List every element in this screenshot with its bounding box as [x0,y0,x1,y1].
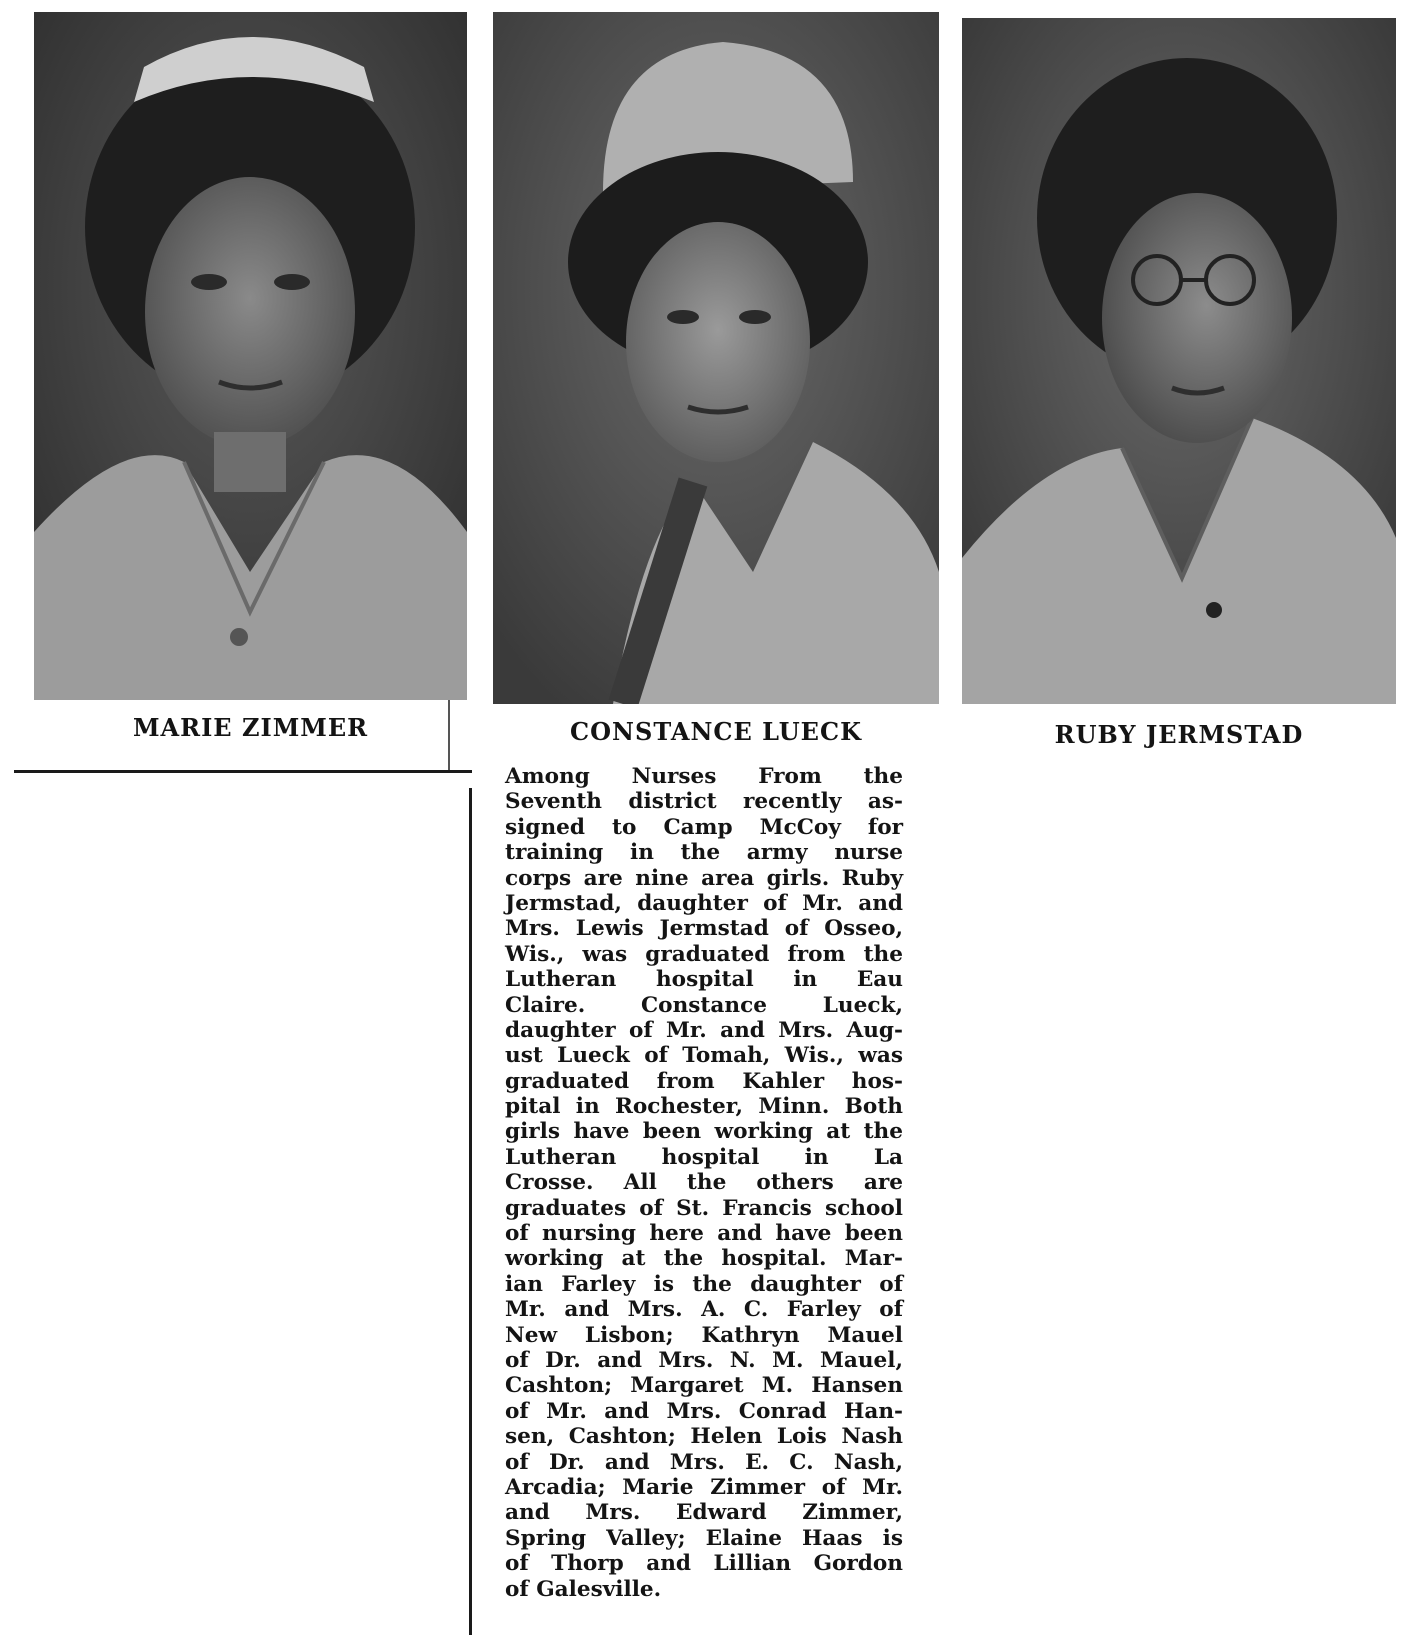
article-line: graduates of St. Francis school [505,1195,903,1221]
article-line: Lutheran hospital in La [505,1144,903,1170]
article-line: corps are nine area girls. Ruby [505,865,903,891]
article-line: and Mrs. Edward Zimmer, [505,1500,903,1526]
article-line: of Thorp and Lillian Gordon [505,1551,903,1577]
portrait-photo-ruby-jermstad [962,18,1396,704]
portrait-image [34,12,467,700]
article-line: Spring Valley; Elaine Haas is [505,1525,903,1551]
article-line: Mrs. Lewis Jermstad of Osseo, [505,916,903,942]
article-line: New Lisbon; Kathryn Mauel [505,1322,903,1348]
caption-constance-lueck: CONSTANCE LUECK [570,717,862,746]
article-line: of Dr. and Mrs. N. M. Mauel, [505,1347,903,1373]
article-line: Wis., was graduated from the [505,941,903,967]
article-line: Mr. and Mrs. A. C. Farley of [505,1297,903,1323]
article-line: signed to Camp McCoy for [505,814,903,840]
column-rule [469,788,472,1635]
article-line: Crosse. All the others are [505,1170,903,1196]
portrait-image [962,18,1396,704]
article-line: of Mr. and Mrs. Conrad Han- [505,1398,903,1424]
article-line: Claire. Constance Lueck, [505,992,903,1018]
article-line: pital in Rochester, Minn. Both [505,1094,903,1120]
article-body [505,764,903,1602]
article-line: Arcadia; Marie Zimmer of Mr. [505,1474,903,1500]
article-line: graduated from Kahler hos- [505,1068,903,1094]
portrait-photo-marie-zimmer [34,12,467,700]
caption-marie-zimmer: MARIE ZIMMER [132,713,369,742]
article-line: training in the army nurse [505,840,903,866]
article-line: Among Nurses From the [505,764,903,789]
article-line: ian Farley is the daughter of [505,1271,903,1297]
article-line: sen, Cashton; Helen Lois Nash [505,1424,903,1450]
horizontal-rule [14,770,472,773]
article-line: of Galesville. [505,1576,662,1602]
article-line: daughter of Mr. and Mrs. Aug- [505,1017,903,1043]
article-line: Jermstad, daughter of Mr. and [505,890,903,916]
portrait-image [493,12,939,704]
column-rule-short [448,700,450,772]
article-line: Seventh district recently as- [505,789,903,815]
article-line: Lutheran hospital in Eau [505,967,903,993]
article-line: girls have been working at the [505,1119,903,1145]
article-line: ust Lueck of Tomah, Wis., was [505,1043,903,1069]
article-line: of nursing here and have been [505,1221,903,1247]
caption-ruby-jermstad: RUBY JERMSTAD [1054,720,1304,749]
article-line: working at the hospital. Mar- [505,1246,903,1272]
article-line: Cashton; Margaret M. Hansen [505,1373,903,1399]
article-line: of Dr. and Mrs. E. C. Nash, [505,1449,903,1475]
portrait-photo-constance-lueck [493,12,939,704]
